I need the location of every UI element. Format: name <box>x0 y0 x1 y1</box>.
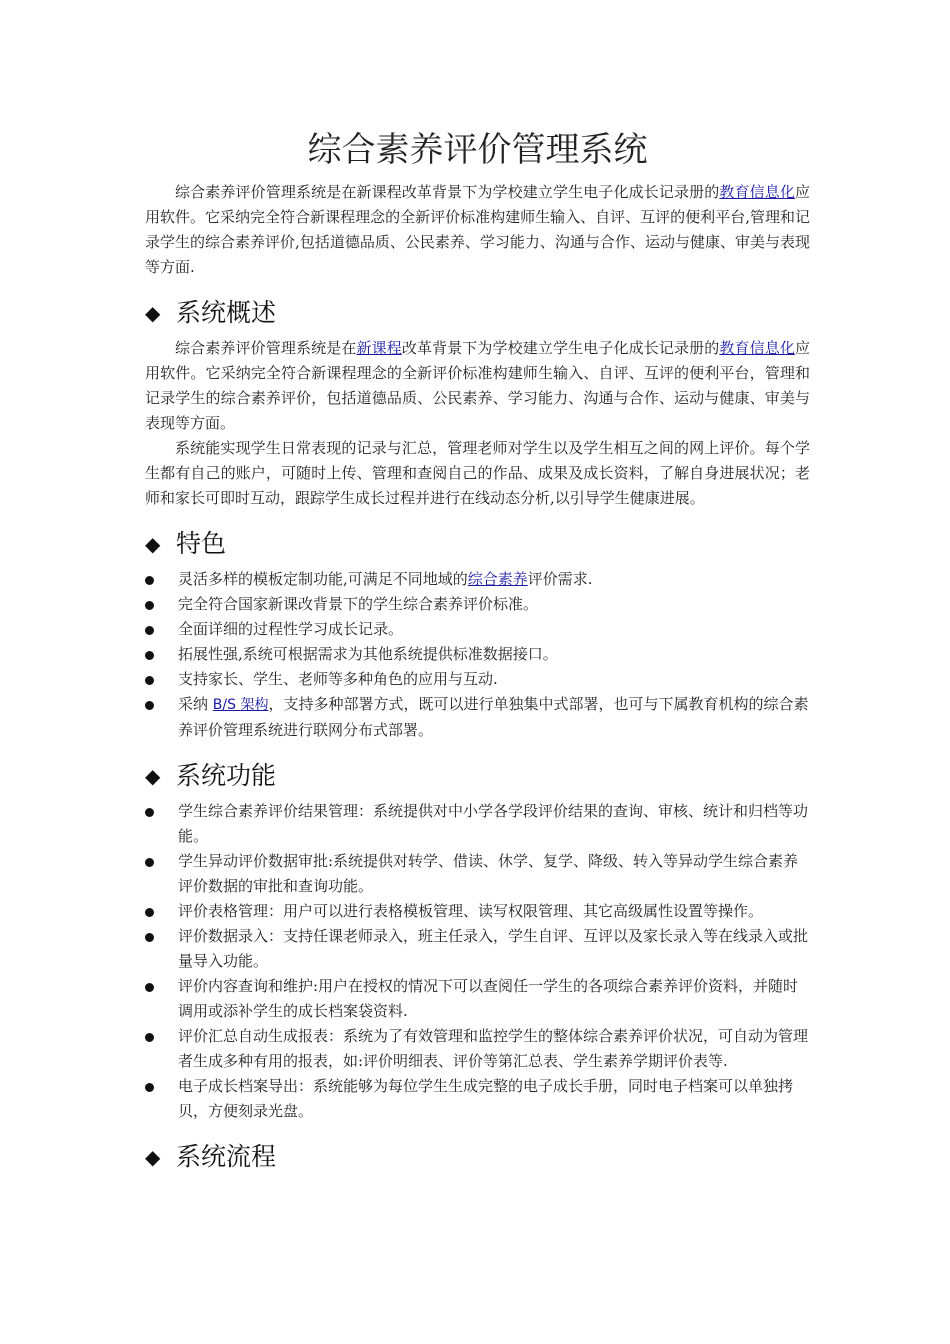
intro-text-b: 应用软件。它采纳完全符合新课程理念的全新评价标准构建师生输入、自评、互评的便利平台,管理和记录学生的综合素养评价,包括道德品质、公民素养、学习能力、沟通与合作、运动与健康、审美与表现等方面. <box>145 183 810 276</box>
features-list <box>145 567 810 743</box>
edu-info-link[interactable]: 教育信息化 <box>719 183 795 201</box>
document-title: 综合素养评价管理系统 <box>307 130 648 170</box>
list-item <box>145 924 810 974</box>
list-item <box>145 567 810 592</box>
feature-text: 支持家长、学生、老师等多种角色的应用与互动. <box>178 670 498 688</box>
section-heading-flow <box>145 1138 810 1176</box>
function-text: 评价内容查询和维护:用户在授权的情况下可以查阅任一学生的各项综合素养评价资料，并随时调用或添补学生的成长档案袋资料. <box>178 977 799 1020</box>
feature-text-a: 灵活多样的模板定制功能,可满足不同地域的 <box>178 570 468 588</box>
bullet-dot-icon <box>145 1033 154 1042</box>
list-item <box>145 799 810 849</box>
bullet-dot-icon <box>145 808 154 817</box>
diamond-icon: ◆ <box>145 301 161 325</box>
feature-text-b: 评价需求. <box>527 570 593 588</box>
list-item <box>145 849 810 899</box>
section-heading-label: 系统概述 <box>176 298 277 327</box>
comprehensive-literacy-link[interactable]: 综合素养 <box>467 570 528 588</box>
bullet-dot-icon <box>145 933 154 942</box>
overview-text-a: 综合素养评价管理系统是在 <box>175 339 357 357</box>
feature-text-b: ，支持多种部署方式，既可以进行单独集中式部署，也可与下属教育机构的综合素养评价管理系统进行联网分布式部署。 <box>178 695 809 739</box>
bullet-dot-icon <box>145 908 154 917</box>
overview-text-b: 改革背景下为学校建立学生电子化成长记录册的 <box>401 339 720 357</box>
function-text: 评价表格管理：用户可以进行表格模板管理、读写权限管理、其它高级属性设置等操作。 <box>178 902 764 920</box>
list-item <box>145 1024 810 1074</box>
list-item <box>145 642 810 667</box>
intro-text-a: 综合素养评价管理系统是在新课程改革背景下为学校建立学生电子化成长记录册的 <box>175 183 720 201</box>
section-heading-overview <box>145 294 810 332</box>
document-page <box>145 122 810 1180</box>
bs-architecture-link[interactable]: B/S 架构 <box>212 697 269 713</box>
section-heading-label: 系统功能 <box>176 761 277 790</box>
list-item <box>145 592 810 617</box>
section-heading-functions <box>145 757 810 795</box>
overview-text-c: 应用软件。它采纳完全符合新课程理念的全新评价标准构建师生输入、自评、互评的便利平台，管理和记录学生的综合素养评价，包括道德品质、公民素养、学习能力、沟通与合作、运动与健康、审美与表现等方面。 <box>145 339 810 432</box>
function-text: 电子成长档案导出：系统能够为每位学生生成完整的电子成长手册，同时电子档案可以单独拷贝，方便刻录光盘。 <box>178 1077 794 1120</box>
bullet-dot-icon <box>145 601 154 610</box>
intro-paragraph <box>145 180 810 280</box>
bullet-dot-icon <box>145 701 154 710</box>
bullet-dot-icon <box>145 1083 154 1092</box>
bullet-dot-icon <box>145 858 154 867</box>
diamond-icon: ◆ <box>145 1145 161 1169</box>
function-text: 评价汇总自动生成报表：系统为了有效管理和监控学生的整体综合素养评价状况，可自动为管理者生成多种有用的报表，如:评价明细表、评价等第汇总表、学生素养学期评价表等. <box>178 1027 809 1070</box>
diamond-icon: ◆ <box>145 764 161 788</box>
list-item <box>145 617 810 642</box>
function-text: 学生异动评价数据审批:系统提供对转学、借读、休学、复学、降级、转入等异动学生综合素养评价数据的审批和查询功能。 <box>178 852 799 895</box>
list-item <box>145 974 810 1024</box>
bullet-dot-icon <box>145 651 154 660</box>
bullet-dot-icon <box>145 626 154 635</box>
list-item <box>145 667 810 692</box>
function-text: 评价数据录入：支持任课老师录入，班主任录入，学生自评、互评以及家长录入等在线录入或批量导入功能。 <box>178 927 809 970</box>
feature-text: 全面详细的过程性学习成长记录。 <box>178 620 404 638</box>
section-heading-features <box>145 525 810 563</box>
feature-text-a: 采纳 <box>178 695 213 713</box>
overview-paragraph-1 <box>145 336 810 436</box>
feature-text: 完全符合国家新课改背景下的学生综合素养评价标准。 <box>178 595 539 613</box>
bullet-dot-icon <box>145 983 154 992</box>
section-heading-label: 特色 <box>176 529 227 558</box>
overview-paragraph-2: 系统能实现学生日常表现的记录与汇总，管理老师对学生以及学生相互之间的网上评价。每个学生都有自己的账户，可随时上传、管理和查阅自己的作品、成果及成长资料，了解自身进展状况；老师和家长可即时互动，跟踪学生成长过程并进行在线动态分析,以引导学生健康进展。 <box>145 439 810 507</box>
bullet-dot-icon <box>145 676 154 685</box>
diamond-icon: ◆ <box>145 532 161 556</box>
list-item <box>145 1074 810 1124</box>
new-curriculum-link[interactable]: 新课程 <box>356 339 402 357</box>
functions-list <box>145 799 810 1124</box>
feature-text: 拓展性强,系统可根据需求为其他系统提供标准数据接口。 <box>178 645 558 663</box>
section-heading-label: 系统流程 <box>176 1142 277 1171</box>
edu-info-link[interactable]: 教育信息化 <box>719 339 795 357</box>
list-item <box>145 692 810 743</box>
bullet-dot-icon <box>145 576 154 585</box>
function-text: 学生综合素养评价结果管理：系统提供对中小学各学段评价结果的查询、审核、统计和归档等功能。 <box>178 802 809 845</box>
list-item <box>145 899 810 924</box>
